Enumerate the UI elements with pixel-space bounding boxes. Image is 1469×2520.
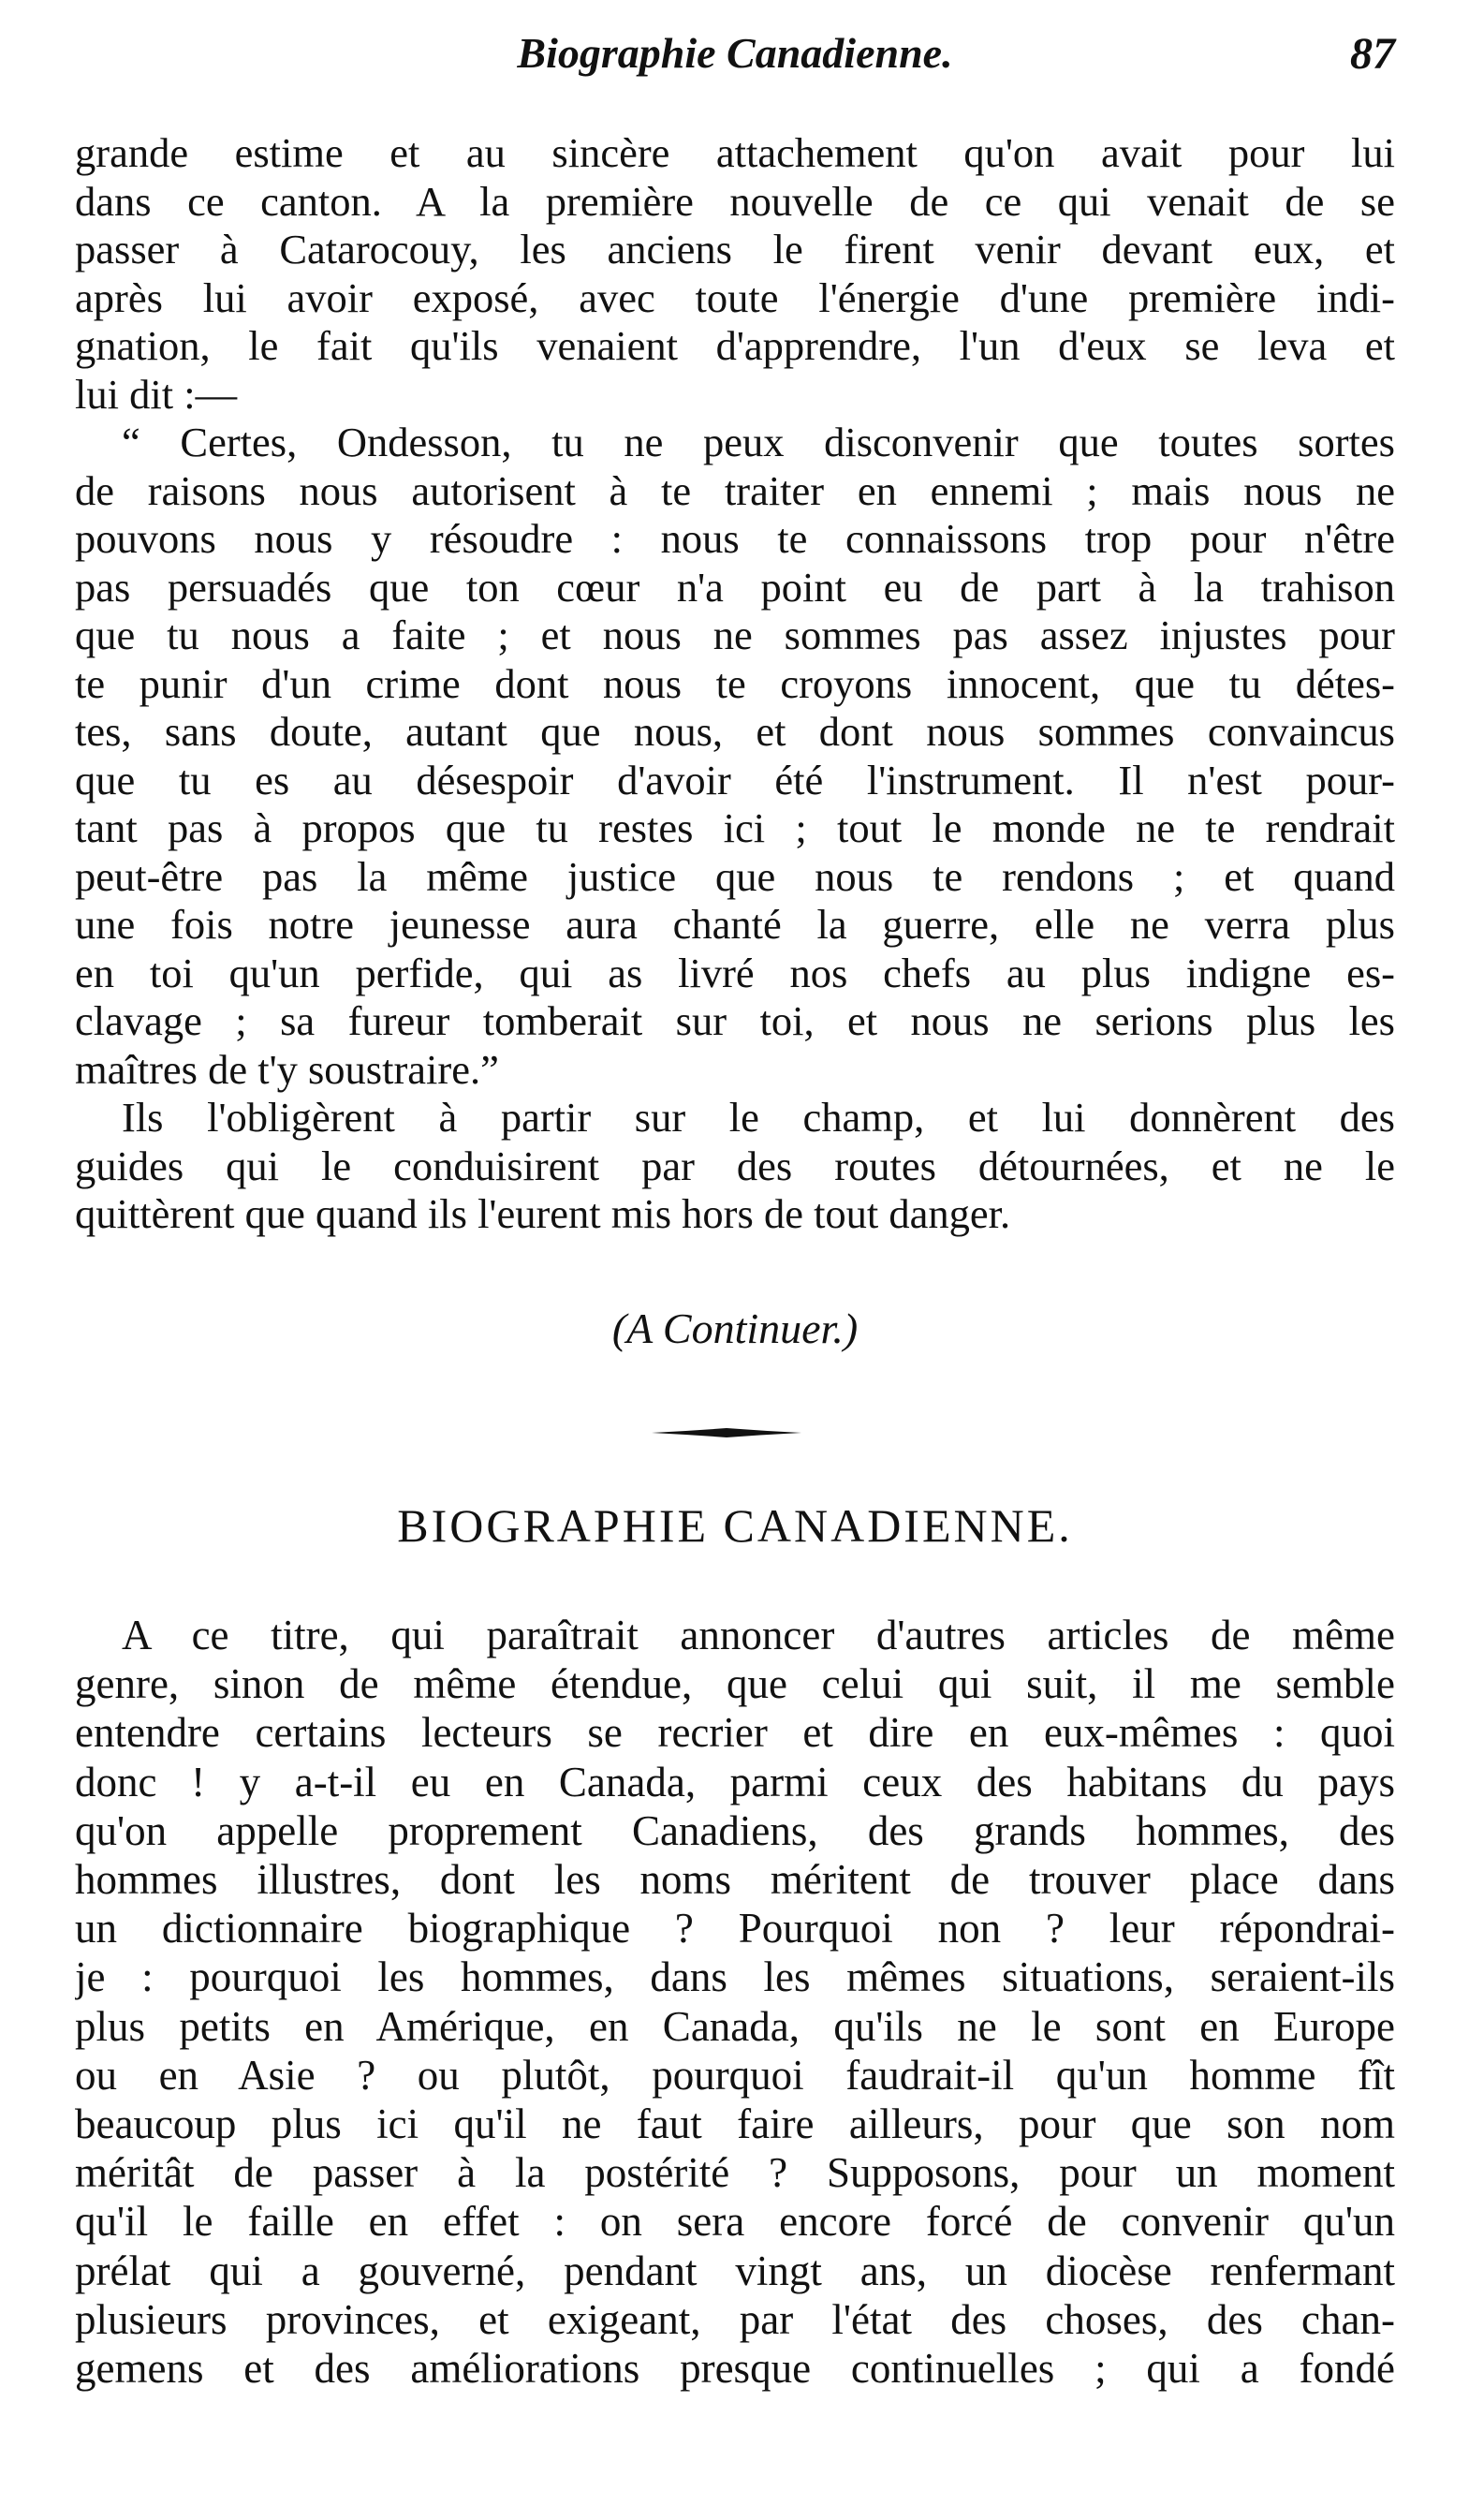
text-line: A ce titre, qui paraîtrait annoncer d'autres articles de même (122, 1612, 1395, 1658)
text-line: qu'on appelle proprement Canadiens, des grands hommes, des (75, 1806, 1395, 1854)
text-line: méritât de passer à la postérité ? Supposons, pour un moment (75, 2149, 1395, 2197)
text-line: pouvons nous y résoudre : nous te connaissons trop pour n'être (75, 515, 1395, 562)
section-title: BIOGRAPHIE CANADIENNE. (397, 1499, 1073, 1552)
article-continuation (75, 129, 1395, 1239)
text-line: en toi qu'un perfide, qui as livré nos chefs au plus indigne es- (75, 949, 1395, 996)
text-line: Ils l'obligèrent à partir sur le champ, et lui donnèrent des (122, 1094, 1395, 1141)
text-line: clavage ; sa fureur tomberait sur toi, et nous ne serions plus les (75, 997, 1395, 1044)
text-line: ou en Asie ? ou plutôt, pourquoi faudrait-il qu'un homme fît (75, 2051, 1395, 2099)
text-line: gemens et des améliorations presque continuelles ; qui a fondé (75, 2345, 1395, 2393)
page-header (75, 28, 1395, 94)
text-line: un dictionnaire biographique ? Pourquoi non ? leur répondrai- (75, 1905, 1395, 1953)
page-number: 87 (1350, 29, 1395, 79)
text-line: guides qui le conduisirent par des routes détournées, et ne le (75, 1142, 1395, 1189)
section-divider (652, 1425, 801, 1440)
text-line: tant pas à propos que tu restes ici ; tout le monde ne te rendrait (75, 804, 1395, 851)
text-line: de raisons nous autorisent à te traiter en ennemi ; mais nous ne (75, 466, 1395, 514)
running-title: Biographie Canadienne. (517, 29, 953, 77)
text-line: genre, sinon de même étendue, que celui qui suit, il me semble (75, 1660, 1395, 1708)
text-line: quittèrent que quand ils l'eurent mis hors de tout danger. (75, 1190, 1011, 1237)
text-line: je : pourquoi les hommes, dans les mêmes situations, seraient-ils (75, 1953, 1395, 2001)
continuation-note: (A Continuer.) (611, 1304, 859, 1352)
text-line: que tu es au désespoir d'avoir été l'instrument. Il n'est pour- (75, 756, 1395, 803)
text-line: beaucoup plus ici qu'il ne faut faire ailleurs, pour que son nom (75, 2100, 1395, 2148)
text-line: prélat qui a gouverné, pendant vingt ans, un diocèse renfermant (75, 2247, 1395, 2294)
text-line: te punir d'un crime dont nous te croyons innocent, que tu détes- (75, 659, 1395, 707)
text-line: que tu nous a faite ; et nous ne sommes pas assez injustes pour (75, 612, 1395, 658)
text-line: passer à Catarocouy, les anciens le firent venir devant eux, et (75, 226, 1395, 273)
text-line: hommes illustres, dont les noms méritent de trouver place dans (75, 1856, 1395, 1904)
text-line: après lui avoir exposé, avec toute l'énergie d'une première indi- (75, 273, 1395, 321)
text-line: qu'il le faille en effet : on sera encore forcé de convenir qu'un (75, 2198, 1395, 2246)
text-line: tes, sans doute, autant que nous, et dont nous sommes convaincus (75, 708, 1395, 755)
text-line: peut-être pas la même justice que nous te rendons ; et quand (75, 852, 1395, 900)
text-line: lui dit :— (75, 370, 238, 418)
text-line: plusieurs provinces, et exigeant, par l'état des choses, des chan- (75, 2295, 1395, 2343)
article-body (75, 1611, 1395, 2393)
text-line: pas persuadés que ton cœur n'a point eu de part à la trahison (75, 563, 1395, 611)
text-line: dans ce canton. A la première nouvelle de ce qui venait de se (75, 177, 1395, 225)
text-line: entendre certains lecteurs se recrier et dire en eux-mêmes : quoi (75, 1709, 1395, 1757)
text-line: grande estime et au sincère attachement qu'on avait pour lui (75, 129, 1395, 176)
text-line: donc ! y a-t-il eu en Canada, parmi ceux des habitans du pays (75, 1758, 1395, 1805)
text-line: maîtres de t'y soustraire.” (75, 1045, 499, 1093)
text-line: gnation, le fait qu'ils venaient d'apprendre, l'un d'eux se leva et (75, 322, 1395, 369)
text-line: “ Certes, Ondesson, tu ne peux disconvenir que toutes sortes (122, 419, 1395, 465)
text-line: une fois notre jeunesse aura chanté la guerre, elle ne verra plus (75, 901, 1395, 948)
text-line: plus petits en Amérique, en Canada, qu'ils ne le sont en Europe (75, 2002, 1395, 2050)
